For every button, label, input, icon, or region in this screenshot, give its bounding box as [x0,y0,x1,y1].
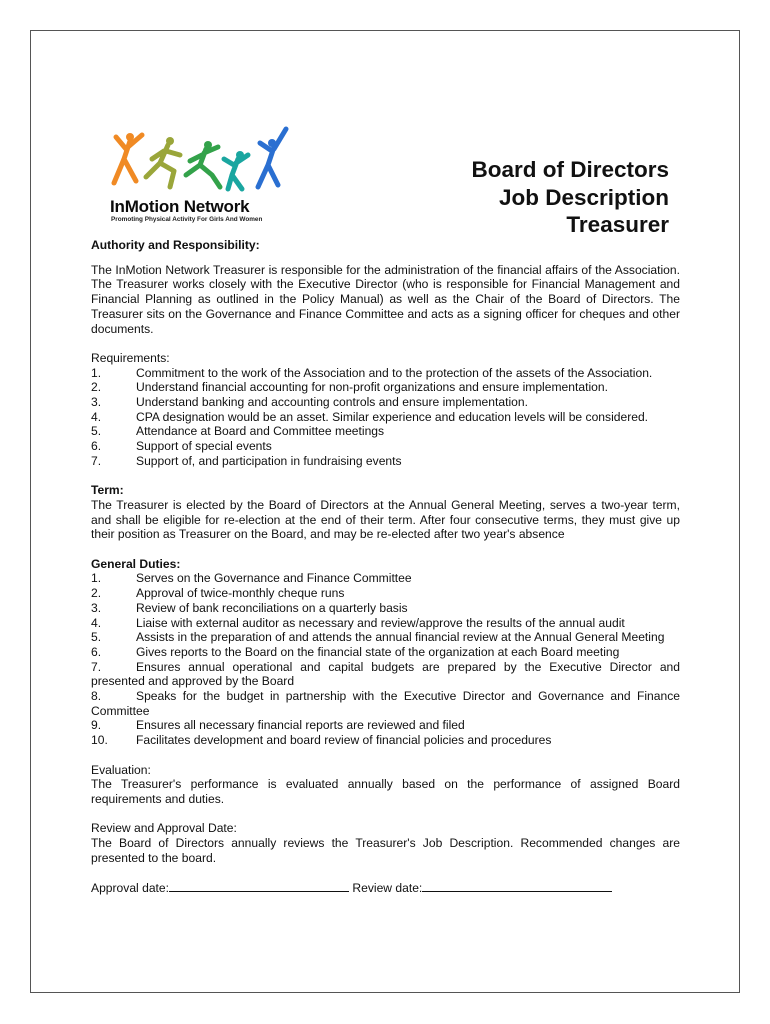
term-heading: Term: [91,483,124,498]
requirements-list [91,366,680,469]
list-item: 1. Commitment to the work of the Association and to the protection of the assets of the Association. [91,365,653,380]
authority-heading: Authority and Responsibility: [91,238,260,252]
authority-paragraph: The InMotion Network Treasurer is responsible for the administration of the financial affairs of the Association. The Treasurer works closely with the Executive Director (who is responsible for Financial Management and Financial Planning as outlined in the Policy Manual) as well as the Chair of the Board of Directors. The Treasurer sits on the Governance and Finance Committee and acts as a signing officer for cheques and other documents. [91,262,680,336]
title-line-1: Board of Directors [471,157,669,182]
document-title [471,156,669,239]
title-line-2: Job Description [498,184,669,210]
duties-list [91,571,680,747]
review-date-field[interactable] [422,880,612,892]
list-item: 4. Liaise with external auditor as necessary and review/approve the results of the annual audit [91,615,625,630]
requirements-heading: Requirements: [91,350,170,365]
signoff-line [91,880,680,896]
list-item: 5. Assists in the preparation of and attends the annual financial review at the Annual General Meeting [91,630,665,645]
list-item: 5. Attendance at Board and Committee meetings [91,424,385,439]
inmotion-network-logo [108,125,288,225]
logo-tagline: Promoting Physical Activity For Girls And Women [111,216,263,223]
list-item: 2. Understand financial accounting for non-profit organizations and ensure implementation. [91,380,608,395]
approval-date-label: Approval date: [91,881,169,896]
list-item: 3. Understand banking and accounting controls and ensure implementation. [91,395,528,410]
list-item: 9. Ensures all necessary financial reports are reviewed and filed [91,718,465,733]
duties-heading: General Duties: [91,556,181,571]
list-item: 7. Ensures annual operational and capital budgets are prepared by the Executive Director and presented and approved by the Board [91,659,680,689]
athletes-figures-icon [108,125,298,197]
evaluation-paragraph: The Treasurer's performance is evaluated annually based on the performance of assigned Board requirements and duties. [91,777,680,806]
logo-wordmark: InMotion Network [110,197,250,216]
document-body [91,238,680,896]
list-item: 10. Facilitates development and board review of financial policies and procedures [91,733,552,748]
list-item: 2. Approval of twice-monthly cheque runs [91,586,345,601]
list-item: 4. CPA designation would be an asset. Similar experience and education levels will be considered. [91,409,649,424]
list-item: 6. Support of special events [91,439,272,454]
title-line-3: Treasurer [566,212,669,237]
review-date-label: Review date: [352,881,423,896]
term-paragraph: The Treasurer is elected by the Board of Directors at the Annual General Meeting, serves a two-year term, and shall be eligible for re-election at the end of their term. After four consecutive terms, they must give up their position as Treasurer on the Board, and may be re-elected after two year's absence [91,497,680,542]
list-item: 8. Speaks for the budget in partnership with the Executive Director and Governance and Finance Committee [91,689,680,718]
list-item: 6. Gives reports to the Board on the financial state of the organization at each Board meeting [91,644,620,659]
evaluation-heading: Evaluation: [91,762,151,777]
review-paragraph: The Board of Directors annually reviews the Treasurer's Job Description. Recommended changes are presented to the board. [91,836,680,865]
approval-date-field[interactable] [169,880,349,892]
list-item: 1. Serves on the Governance and Finance Committee [91,571,412,586]
review-heading: Review and Approval Date: [91,821,237,836]
list-item: 3. Review of bank reconciliations on a quarterly basis [91,600,408,615]
list-item: 7. Support of, and participation in fundraising events [91,453,402,468]
